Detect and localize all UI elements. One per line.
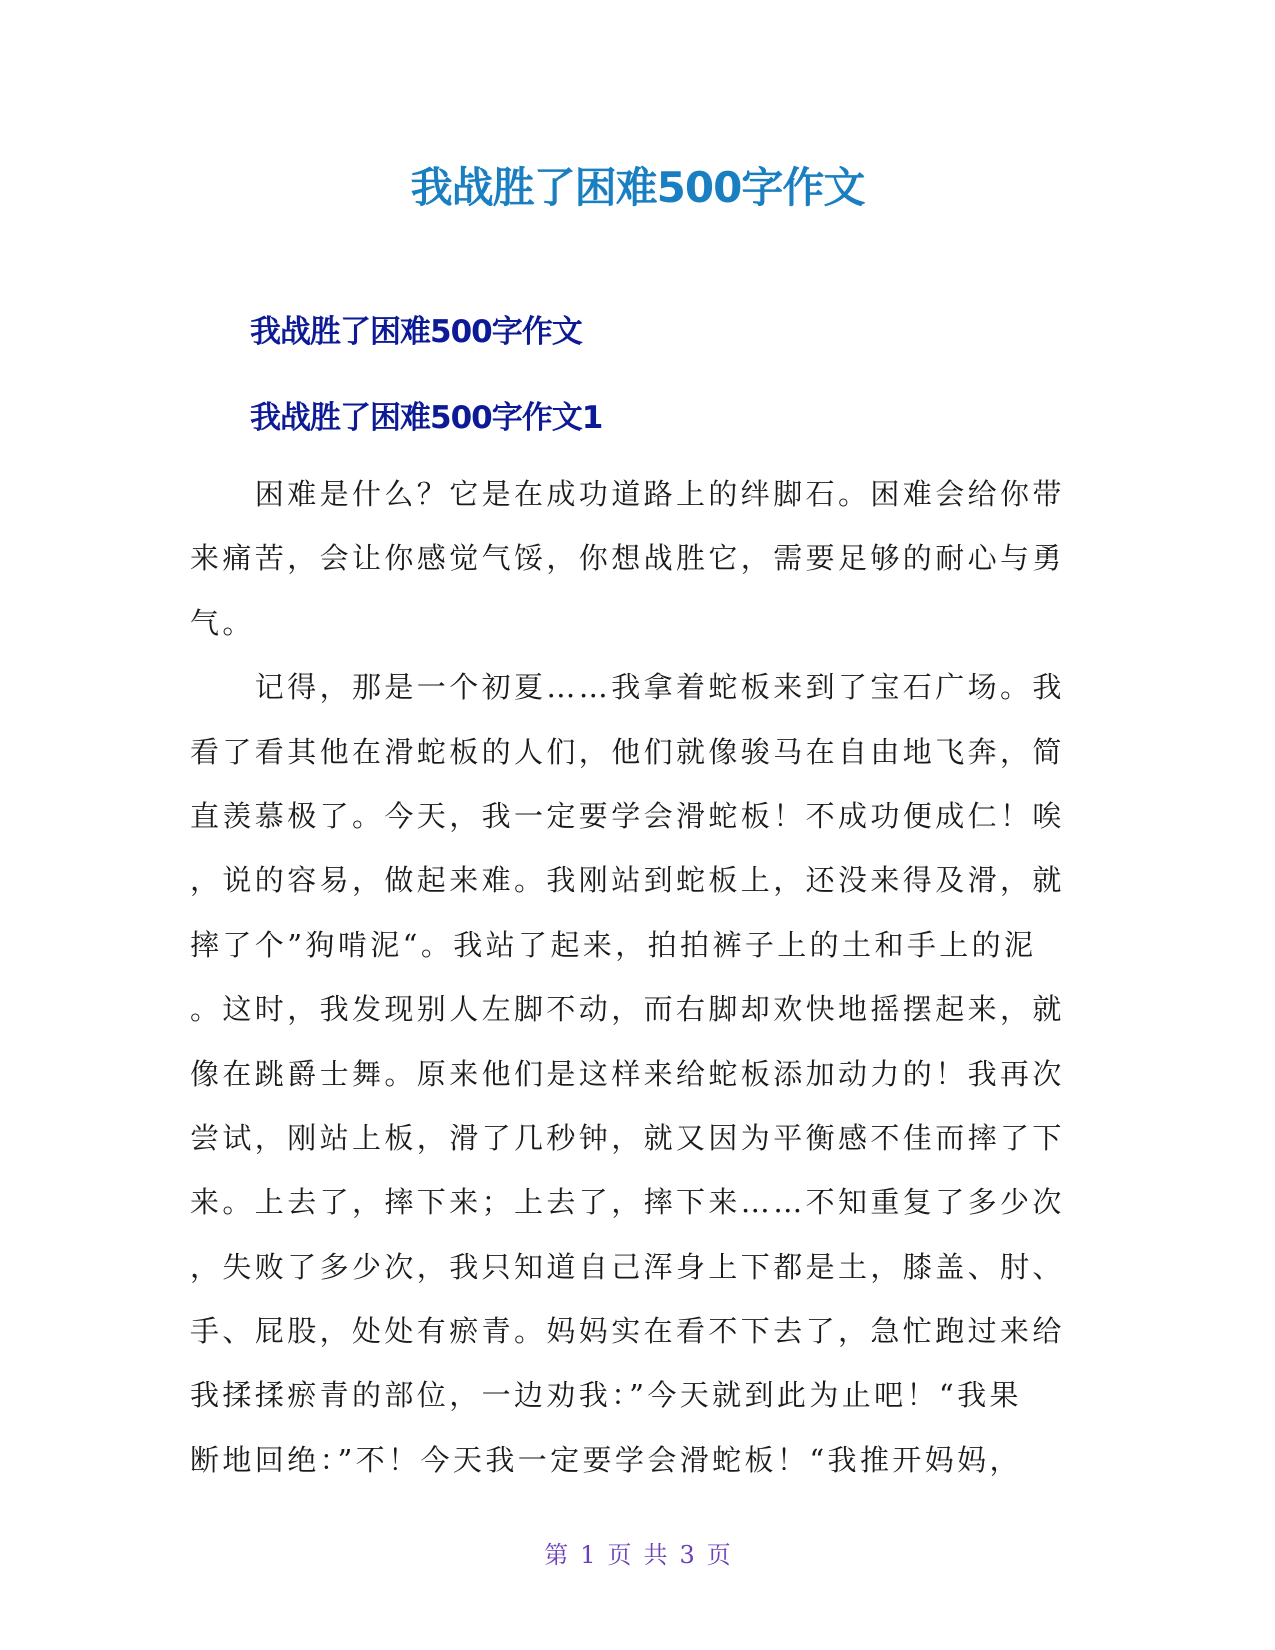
section-heading: 我战胜了困难500字作文	[250, 314, 582, 350]
text-line: ，说的容易，做起来难。我刚站到蛇板上，还没来得及滑，就	[190, 863, 1065, 898]
text-line: 困难是什么？它是在成功道路上的绊脚石。困难会给你带	[190, 477, 1065, 511]
total-suffix: 页	[706, 1541, 731, 1569]
text-line: 来痛苦，会让你感觉气馁，你想战胜它，需要足够的耐心与勇	[190, 541, 1065, 576]
text-line: 记得，那是一个初夏……我拿着蛇板来到了宝石广场。我	[190, 670, 1065, 705]
total-prefix: 共	[643, 1541, 668, 1569]
text-line: 气。	[190, 605, 255, 640]
text-line: 看了看其他在滑蛇板的人们，他们就像骏马在自由地飞奔，简	[190, 734, 1065, 769]
text-line: 直羡慕极了。今天，我一定要学会滑蛇板！不成功便成仁！唉	[190, 798, 1065, 833]
text-line: 尝试，刚站上板，滑了几秒钟，就又因为平衡感不佳而摔了下	[190, 1120, 1065, 1155]
current-page-number: 1	[580, 1541, 596, 1569]
essay-heading: 我战胜了困难500字作文1	[250, 400, 603, 436]
page-footer	[0, 1538, 1275, 1572]
document-title: 我战胜了困难500字作文	[410, 163, 865, 212]
page-word: 页	[607, 1541, 632, 1569]
page-prefix: 第	[544, 1541, 569, 1569]
text-line: 。这时，我发现别人左脚不动，而右脚却欢快地摇摆起来，就	[190, 992, 1065, 1027]
text-line: 摔了个”狗啃泥“。我站了起来，拍拍裤子上的土和手上的泥	[190, 927, 1037, 962]
text-line: 断地回绝：”不！今天我一定要学会滑蛇板！“我推开妈妈，	[190, 1442, 1022, 1477]
text-line: 我揉揉瘀青的部位，一边劝我：”今天就到此为止吧！“我果	[190, 1378, 1022, 1413]
text-line: 像在跳爵士舞。原来他们是这样来给蛇板添加动力的！我再次	[190, 1056, 1065, 1091]
text-line: ，失败了多少次，我只知道自己浑身上下都是土，膝盖、肘、	[190, 1249, 1065, 1284]
total-pages-number: 3	[679, 1541, 695, 1569]
essay-body	[190, 462, 1090, 1492]
text-line: 来。上去了，摔下来；上去了，摔下来……不知重复了多少次	[190, 1185, 1065, 1220]
text-line: 手、屁股，处处有瘀青。妈妈实在看不下去了，急忙跑过来给	[190, 1314, 1065, 1349]
